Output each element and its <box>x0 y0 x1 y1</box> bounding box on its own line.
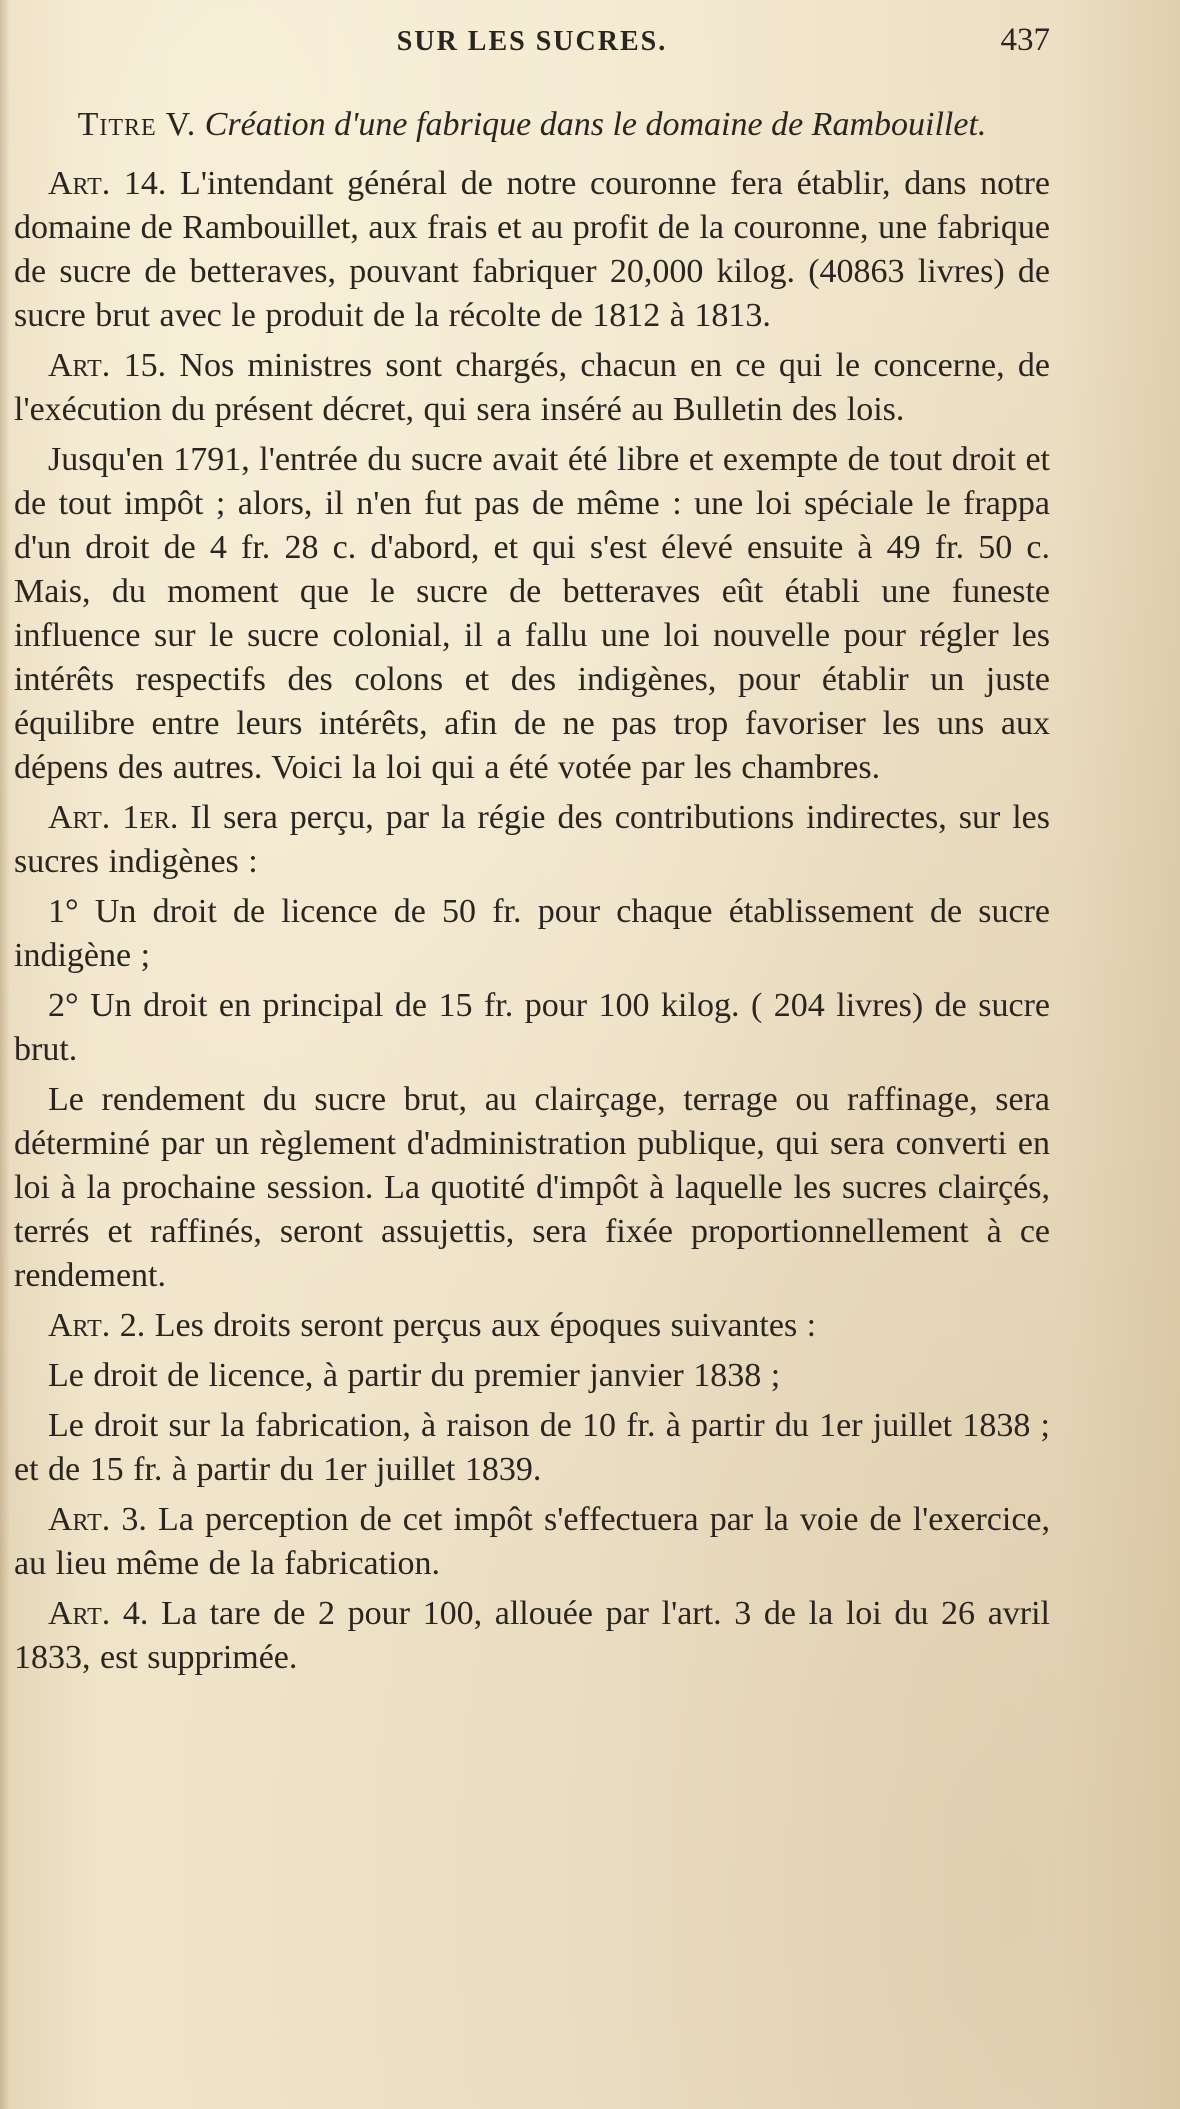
paragraph-text: Les droits seront perçus aux époques suivantes : <box>145 1307 817 1344</box>
body-text <box>14 162 1050 1680</box>
paragraph-text: La perception de cet impôt s'effectuera par la voie de l'exercice, au lieu même de la fabrication. <box>14 1501 1051 1582</box>
paragraph-art-1 <box>14 796 1050 884</box>
paragraph-history <box>14 438 1050 790</box>
article-label: Art. 1er. <box>48 799 179 836</box>
list-item-1 <box>14 890 1050 978</box>
paragraph-text: Nos ministres sont chargés, chacun en ce qui le concerne, de l'exécution du présent décret, qui sera inséré au Bulletin des lois. <box>14 347 1051 428</box>
list-item-2 <box>14 984 1050 1072</box>
paragraph-art-2 <box>14 1304 1050 1348</box>
section-title <box>14 104 1050 146</box>
section-title-label: Titre V. <box>77 106 197 143</box>
paragraph-text: Un droit en principal de 15 fr. pour 100 kilog. ( 204 livres) de sucre brut. <box>14 987 1050 1068</box>
paragraph-text: Un droit de licence de 50 fr. pour chaque établissement de sucre indigène ; <box>14 893 1050 974</box>
list-number: 2° <box>48 987 79 1024</box>
section-title-text: Création d'une fabrique dans le domaine de Rambouillet. <box>204 106 987 143</box>
paragraph-rendement <box>14 1078 1050 1298</box>
article-label: Art. 14. <box>48 165 167 202</box>
article-label: Art. 2. <box>48 1307 146 1344</box>
paragraph-licence <box>14 1354 1050 1398</box>
paragraph-fabrication <box>14 1404 1050 1492</box>
paragraph-text: Jusqu'en 1791, l'entrée du sucre avait été libre et exempte de tout droit et de tout impôt ; alors, il n'en fut pas de même : une loi spéciale le frappa d'un droit de 4 fr. 28 c. d'abord, et qui s'est élevé ensuite à 49 fr. 50 c. Mais, du moment que le sucre de betteraves eût établi une funeste influence sur le sucre colonial, il a fallu une loi nouvelle pour régler les intérêts respectifs des colons et des indigènes, pour établir un juste équilibre entre leurs intérêts, afin de ne pas trop favoriser les uns aux dépens des autres. Voici la loi qui a été votée par les chambres. <box>14 441 1050 786</box>
article-label: Art. 15. <box>48 347 167 384</box>
article-label: Art. 4. <box>48 1595 149 1632</box>
paragraph-art-4 <box>14 1592 1050 1680</box>
paragraph-text: La tare de 2 pour 100, allouée par l'art. 3 de la loi du 26 avril 1833, est supprimée. <box>14 1595 1050 1676</box>
running-title: SUR LES SUCRES. <box>396 26 668 57</box>
page-number: 437 <box>1000 22 1050 58</box>
running-head <box>14 22 1050 66</box>
paragraph-text: Le droit de licence, à partir du premier janvier 1838 ; <box>48 1357 781 1394</box>
paragraph-text: Le droit sur la fabrication, à raison de 10 fr. à partir du 1er juillet 1838 ; et de 15 fr. à partir du 1er juillet 1839. <box>14 1407 1050 1488</box>
paragraph-text: Le rendement du sucre brut, au clairçage, terrage ou raffinage, sera déterminé par un règlement d'administration publique, qui sera converti en loi à la prochaine session. La quotité d'impôt à laquelle les sucres clairçés, terrés et raffinés, seront assujettis, sera fixée proportionnellement à ce rendement. <box>14 1081 1050 1294</box>
paragraph-art-14 <box>14 162 1050 338</box>
article-label: Art. 3. <box>48 1501 147 1538</box>
paragraph-art-15 <box>14 344 1050 432</box>
paragraph-text: Il sera perçu, par la régie des contributions indirectes, sur les sucres indigènes : <box>14 799 1050 880</box>
paragraph-text: L'intendant général de notre couronne fera établir, dans notre domaine de Rambouillet, aux frais et au profit de la couronne, une fabrique de sucre de betteraves, pouvant fabriquer 20,000 kilog. (40863 livres) de sucre brut avec le produit de la récolte de 1812 à 1813. <box>14 165 1051 334</box>
paragraph-art-3 <box>14 1498 1050 1586</box>
list-number: 1° <box>48 893 79 930</box>
